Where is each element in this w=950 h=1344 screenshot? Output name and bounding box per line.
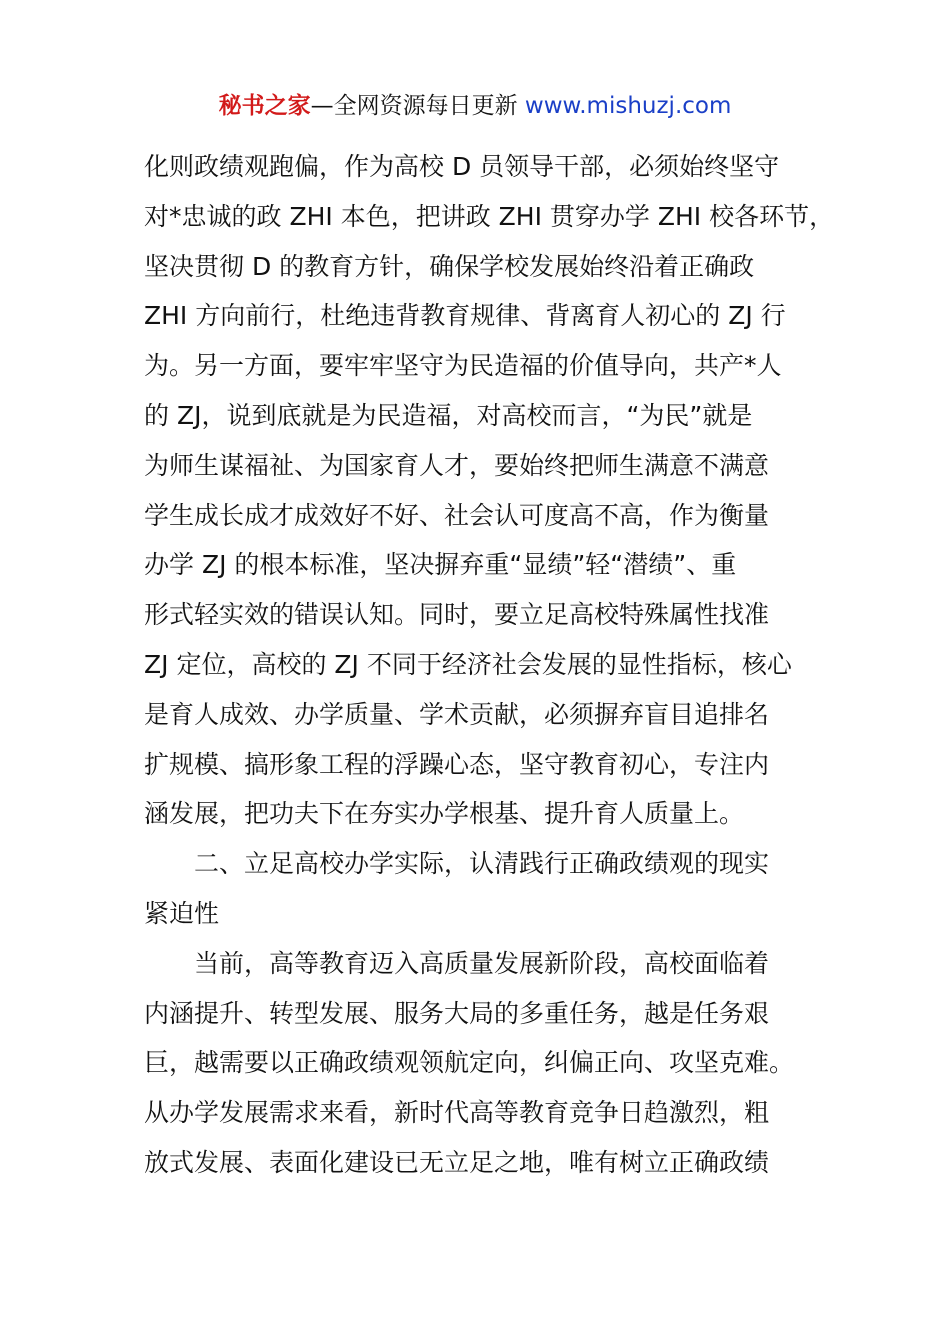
text-line: ZJ 定位，高校的 ZJ 不同于经济社会发展的显性指标，核心 [144, 649, 792, 679]
text-line: ZHI 方向前行，杜绝违背教育规律、背离育人初心的 ZJ 行 [144, 301, 786, 331]
site-url-link[interactable]: www.mishuzj.com [524, 93, 732, 119]
text-line: 巨，越需要以正确政绩观领航定向，纠偏正向、攻坚克难。 [144, 1048, 795, 1078]
text-line: 是育人成效、办学质量、学术贡献，必须摒弃盲目追排名 [144, 699, 770, 729]
document-body [144, 142, 835, 1188]
site-tagline: —全网资源每日更新 [310, 93, 518, 119]
section-heading: 二、立足高校办学实际，认清践行正确政绩观的现实 [194, 849, 770, 879]
text-line: 对*忠诚的政 ZHI 本色，把讲政 ZHI 贯穿办学 ZHI 校各环节， [144, 201, 835, 231]
text-line: 涵发展，把功夫下在夯实办学根基、提升育人质量上。 [144, 799, 745, 829]
text-line: 内涵提升、转型发展、服务大局的多重任务，越是任务艰 [144, 998, 770, 1028]
text-line: 从办学发展需求来看，新时代高等教育竞争日趋激烈，粗 [144, 1098, 770, 1128]
text-line: 为师生谋福祉、为国家育人才，要始终把师生满意不满意 [144, 450, 770, 480]
text-line: 扩规模、搞形象工程的浮躁心态，坚守教育初心，专注内 [144, 749, 770, 779]
text-line: 化则政绩观跑偏，作为高校 D 员领导干部，必须始终坚守 [144, 152, 780, 181]
text-line: 学生成长成才成效好不好、社会认可度高不高，作为衡量 [144, 500, 770, 530]
text-line: 坚决贯彻 D 的教育方针，确保学校发展始终沿着正确政 [144, 251, 755, 281]
section-heading-continued: 紧迫性 [144, 898, 220, 928]
text-line: 办学 ZJ 的根本标准，坚决摒弃重“显绩”轻“潜绩”、重 [144, 550, 737, 580]
site-brand: 秘书之家 [218, 93, 311, 119]
text-line: 为。另一方面，要牢牢坚守为民造福的价值导向，共产*人 [144, 351, 782, 381]
text-line: 形式轻实效的错误认知。同时，要立足高校特殊属性找准 [144, 600, 770, 630]
text-line: 的 ZJ，说到底就是为民造福，对高校而言，“为民”就是 [144, 400, 753, 430]
paragraph-start: 当前，高等教育迈入高质量发展新阶段，高校面临着 [194, 948, 770, 978]
text-line: 放式发展、表面化建设已无立足之地，唯有树立正确政绩 [144, 1147, 770, 1177]
site-header [0, 86, 950, 126]
